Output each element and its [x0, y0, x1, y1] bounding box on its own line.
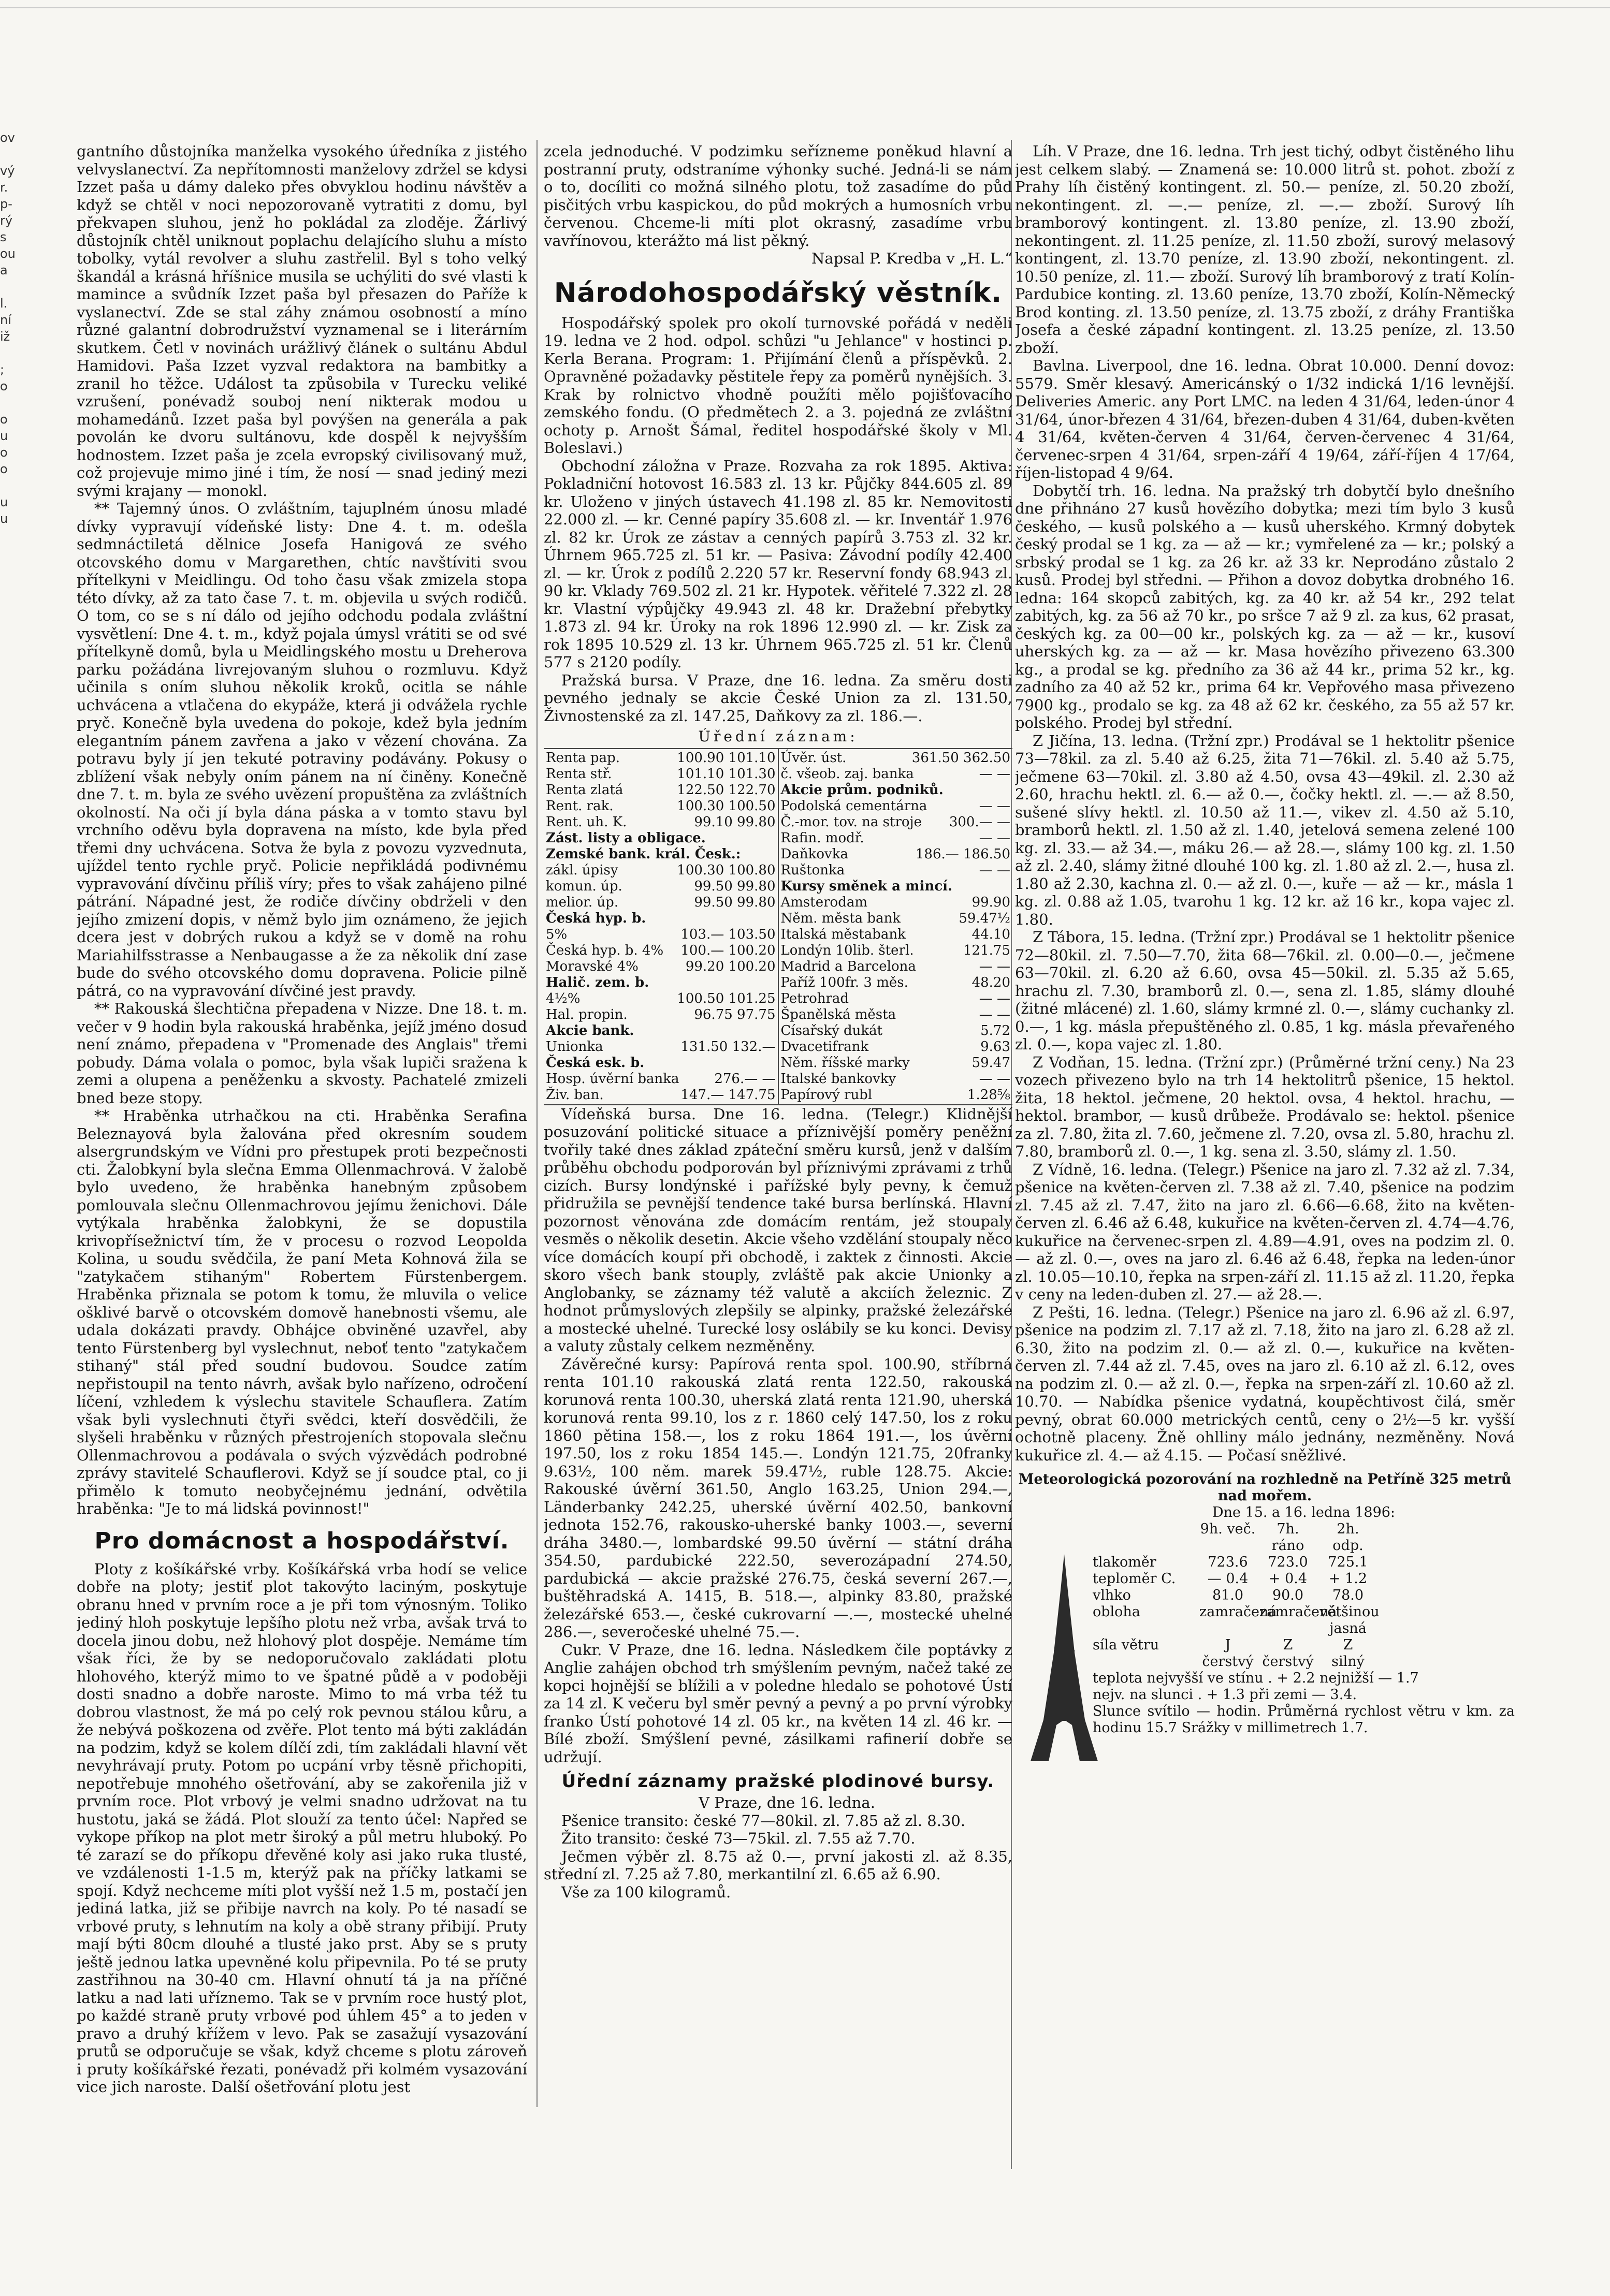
weather-cell: + 0.4	[1268, 1571, 1308, 1587]
weather-cell: tlakoměr	[1093, 1554, 1156, 1570]
article-paragraph: Pšenice transito: české 77—80kil. zl. 7.85 až zl. 8.30.	[561, 1811, 966, 1830]
quote-label: Španělská města	[780, 1006, 896, 1022]
quote-row	[546, 911, 776, 927]
quote-row	[546, 975, 776, 991]
quote-value: 48.20	[971, 974, 1010, 990]
weather-cell: 90.0	[1272, 1587, 1304, 1603]
quote-label: Podolská cementárna	[780, 798, 927, 814]
article-paragraph: Žito transito: české 73—75kil. zl. 7.55 až 7.70.	[561, 1830, 916, 1847]
weather-cell-spacer	[1380, 1521, 1515, 1554]
article-paragraph: Z Vídně, 16. ledna. (Telegr.) Pšenice na jaro zl. 7.32 až zl. 7.34, pšenice na květen-červen zl. 7.38 až zl. 7.40, pšenice na podzim zl. 7.45 až zl. 7.47, žito na jaro zl. 6.66—6.68, žito na květen-červen zl. 6.46 až 6.48, kukuřice na květen-červen zl. 4.74—4.76, kukuřice na červenec-srpen zl. 4.89—4.91, oves na podzim zl. 0.— až zl. 0.—, oves na jaro zl. 6.46 až 6.48, řepka na leden-únor zl. 10.05—10.10, řepka na srpen-září zl. 11.15 až zl. 11.20, řepka v ceny na leden-duben zl. 27.— až 28.—.	[1015, 1160, 1515, 1303]
article-paragraph: Vídeňská bursa. Dne 16. ledna. (Telegr.) Klidnější posuzování politické situace a příznivější poměry peněžní tvořily také dnes základ zpáteční směru kursů, jenž v dalším průběhu obchodu podporován byl příznivými zprávami z trhů cizích. Bursy londýnské i pařížské byly pevny, k čemuž přidružila se pevnější tendence také bursa berlínská. Hlavní pozornost věnována zde domácím rentám, jež stoupaly vesměs o několik desetin. Akcie všeho vzdělání stoupaly něco více domácích koupí při obchodě, i zaktek z činnosti. Akcie skoro všech bank stouply, zvláště pak akcie Unionky a Anglobanky, se záznamy též valutě a akciích železnic. Z hodnot průmyslových zlepšily se alpinky, pražské železářské a mostecké uhelné. Turecké losy oslábily se ku konci. Devisy a valuty zůstaly celkem nezměněny.	[544, 1105, 1012, 1355]
quote-label: zákl. úpisy	[546, 862, 618, 878]
weather-cell-spacer	[1380, 1604, 1515, 1637]
quote-label: 5%	[546, 926, 568, 942]
section-heading: Národohospodářský věstník.	[554, 277, 1003, 309]
weather-report	[1015, 1471, 1515, 1736]
quote-label: Kursy směnek a mincí.	[780, 878, 953, 894]
weather-header-cell: 2h. odp.	[1332, 1521, 1364, 1554]
quote-label: Renta stř.	[546, 766, 612, 782]
weather-extra-line: nejv. na slunci . + 1.3 při zemi — 3.4.	[1093, 1687, 1357, 1703]
article-paragraph: Cukr. V Praze, dne 16. ledna. Následkem čile poptávky z Anglie zahájen obchod trh smýšlením pevným, načež také ze kopci hojnější se blížili a v poledne hledalo se pohotové Ústí za 14 zl. K večeru byl směr pevný a pevný a po první výrobky franko Ústí pohotové 14 zl. 05 kr., na květen 14 zl. 46 kr. — Bílé zboží. Smýšlení pevné, zásilkami rafinerií dobře se udržují.	[544, 1641, 1012, 1766]
fold-letter: ;	[0, 362, 5, 377]
quote-value: — —	[979, 766, 1010, 782]
weather-cell: 723.6	[1208, 1554, 1248, 1570]
quote-row	[546, 1023, 776, 1039]
fold-letter: p-	[0, 197, 12, 211]
quote-value: — —	[979, 862, 1010, 878]
quote-row	[546, 766, 776, 782]
quote-row	[546, 1071, 776, 1087]
quote-label: Halič. zem. b.	[546, 974, 649, 990]
weather-cell: vlhko	[1093, 1587, 1131, 1603]
quote-label: Moravské 4%	[546, 958, 639, 974]
weather-cell: 725.1	[1328, 1554, 1368, 1570]
fold-letter: o	[0, 462, 8, 476]
article-paragraph: Z Tábora, 15. ledna. (Tržní zpr.) Prodával se 1 hektolitr pšenice 72—80kil. zl. 7.50—7.70, žita 68—76kil. zl. 0.00—0.—, ječmene 63—70kil. zl. 6.20 až 6.60, ovsa 45—50kil. zl. 5.35 až 5.65, hrachu zl. 7.30, bramborů zl. 0.—, sena zl. 1.85, slámy dlouhé (žitné mlácené) zl. 1.60, slámy krmné zl. 0.—, slámy cuchanky zl. 0.—, 1 kg. másla přepuštěného zl. 0.85, 1 kg. másla převařeného zl. 0.—, kopa vajec zl. 1.80.	[1015, 928, 1515, 1053]
quote-value: 99.50 99.80	[694, 878, 776, 894]
quote-table-title: Úřední záznam:	[698, 728, 858, 745]
quote-row	[781, 991, 1011, 1007]
fold-letter: o	[0, 445, 8, 460]
article-paragraph: gantního důstojníka manželka vysokého úředníka z jistého velvyslanectví. Za nepřítomnosti manželovy zdržel se kdysi Izzet paša u dámy daleko přes obvyklou hodinu návštěv a když se chtěl v noci nepozorovaně vytratiti z domu, byl překvapen sluhou, jenž ho pokládal za zloděje. Žárlivý důstojník chtěl uniknout poplachu delajícího sluhu a místo tobolky, vytál revolver a sluhu zastřelil. Byl s toho velký škandál a krásná hříšnice musila se uchýliti do své vlasti k mamince a svůdník Izzet paša byl přesazen do Paříže k vyslanectví. Zde se stal záhy známou osobností a míno různé galantní dobrodružství vyznamenal se i literárním skutkem. Četl v novinách urážlivý článek o sultánu Abdul Hamidovi. Paša Izzet vyzval redaktora na bambitky a zranil ho těžce. Událost ta způsobila v Turecku veliké vzrušení, ponévadž souboj není nikterak modou u mohamedánů. Izzet paša byl povýšen na generála a pak povolán ke dvoru sultánovu, kde dospěl k nejvyšším hodnostem. Izzet paša je zcela evropský civilisovaný muž, což projevuje mimo jiné i tím, že nosí — snad jediný mezi svými krajany — monokl.	[77, 142, 527, 500]
quote-value: 147.— 147.75	[680, 1087, 776, 1103]
fold-letter	[0, 146, 16, 163]
quote-label: Rafin. modř.	[780, 830, 864, 846]
quote-label: melior. úp.	[546, 894, 619, 910]
weather-cell: zamračená	[1259, 1604, 1337, 1620]
quote-value: 361.50 362.50	[911, 750, 1010, 766]
weather-cell: většinou jasná	[1319, 1604, 1380, 1636]
quote-label: Rent. rak.	[546, 798, 614, 814]
article-paragraph: Líh. V Praze, dne 16. ledna. Trh jest tichý, odbyt čistěného lihu jest celkem slabý. — Znamená se: 10.000 litrů st. pohot. zboží z Prahy líh čistěný kontingent. zl. 50.— peníze, zl. 50.20 zboží, nekontingent. zl. —.— peníze, zl. —.— zboží. Surový líh bramborový kontingent. zl. 13.80 peníze, zl. 13.90 zboží, nekontingent. zl. 11.25 peníze, zl. 11.50 zboží, surový melasový kontingent, zl. 13.70 peníze, zl. 13.90 zboží, nekontingent. zl. 10.50 peníze, zl. 11.— zboží. Surový líh bramborový z tratí Kolín-Pardubice konting. zl. 13.60 peníze, 13.70 zboží, Kolín-Německý Brod konting. zl. 13.50 peníze, zl. 13.75 zboží, z dráhy Františka Josefa a české západní kontingent. zl. 13.25 peníze, zl. 13.50 zboží.	[1015, 142, 1515, 357]
quote-value: 103.— 103.50	[680, 926, 776, 942]
quote-row	[546, 927, 776, 943]
quote-table-left	[544, 749, 778, 1104]
quote-row	[781, 895, 1011, 911]
weather-extra-line: teplota nejvyšší ve stínu . + 2.2 nejnižší — 1.7	[1093, 1670, 1419, 1686]
quote-row	[781, 862, 1011, 879]
fold-letter: s	[0, 230, 7, 244]
fold-letter	[0, 345, 16, 361]
quote-row	[546, 879, 776, 895]
quote-label: Zást. listy a obligace.	[546, 830, 706, 846]
weather-date: Dne 15. a 16. ledna 1896:	[1212, 1504, 1396, 1520]
fold-letter	[0, 394, 16, 411]
article-paragraph: ** Rakouská šlechtična přepadena v Nizze. Dne 18. t. m. večer v 9 hodin byla rakouská hraběnka, jejíž jméno dosud není známo, přepadena v "Promenade des Anglais" třemi pobudy. Dáma volala o pomoc, byla však lupiči sražena k zemi a olupena a peněženku a skvosty. Pachatelé zmizeli bned beze stopy.	[77, 1000, 527, 1107]
quote-value: 99.10 99.80	[694, 814, 776, 830]
quote-row	[781, 798, 1011, 814]
quote-value: 122.50 122.70	[677, 782, 776, 798]
quote-row	[546, 1055, 776, 1071]
section-heading: Úřední záznamy pražské plodinové bursy.	[561, 1771, 995, 1792]
section-heading: Pro domácnost a hospodářství.	[94, 1527, 510, 1554]
quote-label: Dvacetifrank	[780, 1039, 869, 1055]
weather-header-cell: 9h. več.	[1200, 1521, 1256, 1537]
quote-label: 4½%	[546, 990, 581, 1006]
quote-row	[546, 1039, 776, 1055]
quote-row	[546, 782, 776, 798]
quote-label: Akcie bank.	[546, 1022, 634, 1039]
article-paragraph: Dobytčí trh. 16. ledna. Na pražský trh dobytčí bylo dnešního dne přihnáno 27 kusů hovězího dobytka; mezi tím bylo 3 kusů českého, — kusů polského a — kusů uherského. Krmný dobytek český prodal se 1 kg. za — až — kr.; vymřelené za — kr.; polský a srbský prodal se 1 kg. za 26 kr. až 33 kr. Neprodáno zůstalo 2 kusů. Prodej byl středni. — Přihon a dovoz dobytka drobného 16. ledna: 164 skopců zabitých, kg. za 40 kr. až 54 kr., 292 telat zabitých, kg. za 56 až 70 kr., po sršce 7 až 9 zl. za kus, 62 prasat, českých kg. za 00—00 kr., polských kg. za — až — kr., kusoví uherských kg. za — až — kr. Masa hovězího přivezeno 63.300 kg., a prodal se kg. předního za 36 až 44 kr., prima 52 kr., kg. zadního za 40 až 52 kr., prima 64 kr. Vepřového masa přivezeno 7900 kg., prodalo se kg. za 48 až 62 kr. českého, za 55 až 57 kr. polského. Prodej byl střední.	[1015, 481, 1515, 732]
quote-value: 101.10 101.30	[677, 766, 776, 782]
quote-table-right	[778, 749, 1013, 1104]
quote-value: 59.47½	[959, 910, 1010, 926]
article-paragraph: ** Hraběnka utrhačkou na cti. Hraběnka Serafina Beleznayová byla žalována před okresním soudem alsergrundským ve Vídni pro přestupek proti bezpečnosti cti. Žalobkyní byla slečna Emma Ollenmachrová. V žalobě bylo uvedeno, že hraběnka hanebným způsobem pomlouvala slečnu Ollenmachrovou jejímu ženichovi. Dále vytýkala hraběnka žalobkyni, že se dopustila krivopřísežnictví tím, že v procesu o rozvod Leopolda Kolina, u soudu svědčila, že paní Meta Kohnová žila se "zatykačem stihaným" Robertem Fürstenbergem. Hraběnka přiznala se potom k tomu, že mluvila o velice ošklivé barvě o otcovském domově hanebnosti všemu, ale udala dokázati pravdy. Obhájce obviněné uzavřel, aby tento Fürstenberg byl vyslechnut, neboť tento "zatykačem stihaný" stál před soudní budovou. Soudce zatím nepřistoupil na tento návrh, avšak bylo nařízeno, odročení líčení, vzhledem k výslechu stavitele Schauflera. Zatím však byli vyslechnuti čtyři svědci, kteří dosvědčili, že slyšeli hraběnku v různých přestrojeních stopovala slečnu Ollenmachrovou a podávala o svých výzvědách podrobné zprávy stavitelé Schauflerovi. Když se jí soudce ptal, co ji přimělo k tomuto neobyčejnému jednání, odvětila hraběnka: "Je to má lidská povinnost!"	[77, 1107, 527, 1517]
quote-label: Císařský dukát	[780, 1022, 883, 1039]
fold-letter: ov	[0, 130, 15, 145]
quote-label: Česká esk. b.	[546, 1055, 645, 1071]
quote-row	[781, 927, 1011, 943]
column-1	[77, 142, 527, 2172]
article-paragraph: Hospodářský spolek pro okolí turnovské pořádá v neděli 19. ledna ve 2 hod. odpol. schůzi "u Jehlance" v hostinci p. Kerla Berana. Program: 1. Přijímání členů a příspěvků. 2. Opravněné požadavky pěstitele řepy za poměrů nynějších. 3. Krak by rolnictvo vhodně použíti mělo pojišťovacího zemského fondu. (O předmětech 2. a 3. pojedná ze zvláštní ochoty p. Arnošt Šámal, ředitel hospodářské školy v Ml. Boleslavi.)	[544, 314, 1012, 457]
article-paragraph: ** Tajemný únos. O zvláštním, tajuplném únosu mladé dívky vypravují vídeňské listy: Dne 4. t. m. odešla sedmnáctiletá dělnice Josefa Hanigová ze svého otcovského domu v Margarethen, chtíc navštíviti svou přítelkyni v Meidlingu. Od toho času však zmizela stopa této dívky, až za tato čase 7. t. m. objevila u svých rodičů. O tom, co se s ní dálo od jejího odchodu podala zvláštní vysvětlení: Dne 4. t. m., když pojala úmysl vrátiti se od své přítelkyně domů, byla u Meidlingského mostu u Dreherova parku požádána livrejovaným sluhou o rozmluvu. Když učinila s oním sluhou několik kroků, ocitla se náhle uchvácena a vtlačena do ekypáže, která ji odvážela rychle pryč. Konečně byla uvedena do pokoje, kdež byla jedním elegantním pánem zavřena a jako v vězení chována. Za potravu byly jí jen tekuté potraviny podávány. Pokusy o zblížení však nebyly oním pánem na ní činěny. Konečně dne 7. t. m. byla ze svého uvězení propuštěna za zvláštních okolností. Na oči jí byla dána páska a v tomto stavu byl vrchního oděvu byla dopravena na místo, kde byla před třemi dny uchvácena. Sotva že byla z povozu vyzvednuta, ujíždel tento rychle pryč. Policie nepřikládá podivnému vypravování dívčinu příliš víry; přes to však zahájeno pilné pátrání. Nápadné jest, že rodiče dívčiny obdrželi v den jejího zmizení dopis, v němž bylo jim oznámeno, že jejich dcera jest v dobrých rukou a když se v domě na rohu Mariahilfsstrasse a Nenbaugasse a že za několik dní zase bude do svého otcovského domu dopravena. Policie pilně pátrá, co na vypravování dívčiné jest pravdy.	[77, 500, 527, 1000]
quote-value: 100.50 101.25	[677, 990, 776, 1006]
weather-cell: Z	[1343, 1637, 1353, 1653]
quote-row	[781, 750, 1011, 766]
quote-value: — —	[979, 1071, 1010, 1087]
weather-extra	[1093, 1670, 1515, 1736]
quote-row	[546, 1007, 776, 1023]
quote-row	[781, 943, 1011, 959]
page-top-edge	[0, 0, 1610, 8]
quote-label: Česká hyp. b.	[546, 910, 646, 926]
quote-value: 99.50 99.80	[694, 894, 776, 910]
weather-cell: obloha	[1093, 1604, 1140, 1620]
weather-title: Meteorologická pozorování na rozhledně na Petříně 325 metrů nad mořem.	[1018, 1471, 1512, 1504]
quote-label: Madrid a Barcelona	[780, 958, 916, 974]
weather-cell: J	[1225, 1637, 1231, 1653]
quote-row	[546, 750, 776, 766]
quote-row	[781, 879, 1011, 895]
weather-cell: zamračená	[1199, 1604, 1277, 1620]
quote-value: 100.30 100.80	[677, 862, 776, 878]
quote-row	[781, 1007, 1011, 1023]
weather-cell: síla větru	[1093, 1637, 1159, 1653]
quote-row	[546, 943, 776, 959]
weather-cell: — 0.4	[1207, 1571, 1249, 1587]
quote-label: Unionka	[546, 1039, 603, 1055]
quote-value: 44.10	[971, 926, 1010, 942]
fold-letter: rý	[0, 213, 13, 228]
quote-row	[781, 782, 1011, 798]
weather-cell: + 1.2	[1328, 1571, 1368, 1587]
article-paragraph: Vše za 100 kilogramů.	[561, 1883, 731, 1901]
weather-cell: 78.0	[1332, 1587, 1364, 1603]
fold-letter	[0, 279, 16, 295]
weather-cell	[1093, 1654, 1196, 1670]
quote-value: 99.20 100.20	[685, 958, 776, 974]
quote-value: 100.90 101.10	[677, 750, 776, 766]
quote-row	[546, 1087, 776, 1103]
quote-label: Petrohrad	[780, 990, 849, 1006]
quote-value: 121.75	[963, 942, 1010, 958]
quote-row	[781, 959, 1011, 975]
quote-row	[781, 846, 1011, 862]
quote-row	[546, 798, 776, 814]
quote-label: č. všeob. zaj. banka	[780, 766, 914, 782]
quote-label: Amsterodam	[780, 894, 867, 910]
article-paragraph: Bavlna. Liverpool, dne 16. ledna. Obrat 10.000. Denní dovoz: 5579. Směr klesavý. Americánský o 1/32 indická 1/16 levnější. Deliveries Americ. any Port LMC. na leden 4 31/64, leden-únor 4 31/64, únor-březen 4 31/64, březen-duben 4 31/64, duben-květen 4 31/64, květen-červen 4 31/64, červen-červenec 4 31/64, červenec-srpen 4 31/64, srpen-září 4 19/64, září-říjen 4 17/64, říjen-listopad 4 9/64.	[1015, 357, 1515, 481]
article-paragraph: Pražská bursa. V Praze, dne 16. ledna. Za směru dosti pevného jednaly se akcie České Union za zl. 131.50, Živnostenské za zl. 147.25, Daňkovy za zl. 186.—.	[544, 671, 1012, 725]
weather-cell-spacer	[1380, 1587, 1515, 1604]
quote-label: Hal. propin.	[546, 1006, 628, 1022]
quote-label: Daňkovka	[780, 846, 848, 862]
quote-label: Akcie prům. podniků.	[780, 782, 944, 798]
quote-row	[781, 814, 1011, 830]
column-3	[1015, 142, 1515, 2198]
weather-cell-spacer	[1380, 1637, 1515, 1654]
weather-cell: čerstvý	[1202, 1654, 1254, 1670]
weather-cell-spacer	[1380, 1654, 1515, 1670]
weather-table	[1093, 1521, 1515, 1670]
fold-letter: u	[0, 429, 8, 443]
quote-label: Italská městabank	[780, 926, 906, 942]
quote-row	[546, 895, 776, 911]
quote-label: Rent. uh. K.	[546, 814, 627, 830]
fold-letter: a	[0, 263, 8, 277]
quote-row	[781, 1055, 1011, 1071]
fold-letter: ní	[0, 313, 11, 327]
quote-value: 100.30 100.50	[677, 798, 776, 814]
fold-letter: r.	[0, 180, 8, 195]
quote-row	[546, 830, 776, 846]
quote-label: Něm. města bank	[780, 910, 901, 926]
fold-letter	[0, 477, 16, 494]
quote-value: — —	[979, 798, 1010, 814]
article-paragraph: Závěrečné kursy: Papírová renta spol. 100.90, stříbrná renta 101.10 rakouská zlatá renta 122.50, rakouská korunová renta 100.30, uherská zlatá renta 121.90, uherská korunová renta 99.10, los z r. 1860 celý 147.50, los z roku 1860 pětina 158.—, los z roku 1864 191.—, los úvěrní 197.50, los z roku 1854 145.—. Londýn 121.75, 20franky 9.63½, 100 něm. marek 59.47½, ruble 128.75. Akcie: Rakouské úvěrní 361.50, Anglo 163.25, Union 294.—, Länderbanky 242.25, uherské úvěrní 402.50, bankovní jednota 152.76, rakousko-uherské banky 1003.—, severní dráha 3480.—, lombardské 99.50 úvěrní — státní dráha 354.50, pardubické 222.50, severozápadní 274.50, pardubická — akcie pražské 276.75, česká severní 267.—, buštěhradská A. 1415, B. 518.—, alpinky 83.80, pražské železářské 653.—, české cukrovarní —.—, mostecké uhelné 286.—, severočeské uhelné 75.—.	[544, 1355, 1012, 1641]
quote-label: Česká hyp. b. 4%	[546, 942, 664, 958]
weather-cell: silný	[1331, 1654, 1365, 1670]
weather-cell: 723.0	[1268, 1554, 1308, 1570]
quote-label: Hosp. úvěrní banka	[546, 1071, 679, 1087]
quote-value: 100.— 100.20	[680, 942, 776, 958]
quote-value: 186.— 186.50	[915, 846, 1010, 862]
quote-value: — —	[979, 958, 1010, 974]
quote-label: Renta zlatá	[546, 782, 623, 798]
fold-letter: o	[0, 379, 8, 393]
quote-label: Úvěr. úst.	[780, 750, 847, 766]
quote-label: Papírový rubl	[780, 1087, 873, 1103]
quote-table	[544, 748, 1012, 1105]
petrin-tower-illustration	[1025, 1549, 1103, 1766]
quote-label: Zemské bank. král. Česk.:	[546, 846, 741, 862]
quote-value: 131.50 132.—	[680, 1039, 776, 1055]
quote-label: Ruštonka	[780, 862, 845, 878]
quote-row	[781, 1087, 1011, 1103]
quote-value: 99.90	[971, 894, 1010, 910]
quote-value: — —	[979, 1006, 1010, 1022]
quote-value: 59.47	[971, 1055, 1010, 1071]
quote-label: komun. úp.	[546, 878, 622, 894]
column-rule	[536, 140, 538, 2107]
quote-row	[781, 1071, 1011, 1087]
article-paragraph: Obchodní záložna v Praze. Rozvaha za rok 1895. Aktiva: Pokladniční hotovost 16.583 zl. 13 kr. Půjčky 844.605 zl. 89 kr. Uloženo v jiných ústavech 41.198 zl. 85 kr. Nemovitosti 22.000 zl. — kr. Cenné papíry 35.608 zl. — kr. Inventář 1.976 zl. 82 kr. Úrok ze zástav a cenných papírů 3.753 zl. 32 kr. Úhrnem 965.725 zl. 51 kr. — Pasiva: Závodní podíly 42.400 zl. — kr. Úrok z podílů 2.220 57 kr. Reservní fondy 68.943 zl. 90 kr. Vklady 769.502 zl. 21 kr. Hypotek. věřitelé 7.322 zl. 28 kr. Vlastní výpůjčky 49.943 zl. 48 kr. Dražební přebytky 1.873 zl. 94 kr. Úroky na rok 1896 12.990 zl. — kr. Zisk za rok 1895 10.529 zl. 13 kr. Úhrnem 965.725 zl. 51 kr. Členů 577 s 2120 podíly.	[544, 457, 1012, 671]
quote-value: 9.63	[980, 1039, 1010, 1055]
article-paragraph: Z Vodňan, 15. ledna. (Tržní zpr.) (Průměrné tržní ceny.) Na 23 vozech přivezeno bylo na trh 14 hektolitrů pšenice, 15 hektol. žita, 18 hektol. ječmene, 20 hektol. ovsa, 4 hektol. hrachu, — hektol. brambor, — kusů drůbeže. Prodávalo se: hektol. pšenice za zl. 7.80, žita zl. 7.60, ječmene zl. 7.20, ovsa zl. 5.80, hrachu zl. 7.80, bramborů zl. 0.—, 1 kg. sena zl. 3.50, slámy zl. 1.50.	[1015, 1053, 1515, 1160]
quote-value: 300.— —	[949, 814, 1010, 830]
fold-letter: u	[0, 511, 8, 526]
quote-row	[546, 991, 776, 1007]
article-paragraph: Z Jičína, 13. ledna. (Tržní zpr.) Prodával se 1 hektolitr pšenice 73—78kil. za zl. 5.40 až 6.25, žita 71—76kil. zl. 5.40 až 5.75, ječmene 63—70kil. zl. 3.80 až 4.50, ovsa 43—49kil. zl. 2.30 až 2.60, hrachu hektl. zl. 6.— až 0.—, čočky hektl. zl. —.— až 8.50, sušené slívy hektl. zl. 10.50 až 11.—, vikev zl. 4.50 až 5.10, bramborů hektl. zl. 1.50 až zl. 1.40, jetelová semena zelené 100 kg. zl. 33.— až 34.—, máku 26.— až 28.—, slámy 100 kg. zl. 1.50 až zl. 2.40, slámy žitné dlouhé 100 kg. zl. 1.80 až zl. 2.—, husa zl. 1.80 až 2.30, kachna zl. 0.— až zl. 0.—, kuře — až — kr., másla 1 kg. zl. 0.88 až 1.05, tvarohu 1 kg. 12 kr. až 16 kr., kopa vajec zl. 1.80.	[1015, 732, 1515, 928]
quote-value: 96.75 97.75	[694, 1006, 776, 1022]
quote-value: 276.— —	[714, 1071, 776, 1087]
article-paragraph: V Praze, dne 16. ledna.	[699, 1794, 875, 1811]
column-2	[544, 142, 1012, 2110]
fold-letter: l.	[0, 296, 8, 311]
quote-row	[781, 1039, 1011, 1055]
quote-label: Renta pap.	[546, 750, 620, 766]
quote-label: Londýn 10lib. šterl.	[780, 942, 914, 958]
article-paragraph: zcela jednoduché. V podzimku seřízneme poněkud hlavní a postranní pruty, odstraníme výhonky suché. Jedná-li se nám o to, docíliti co možná silného plotu, tož zasadíme do půd pisčitých vrbu kaspickou, do půd mokrých a humosních vrbu červenou. Chceme-li míti plot okrasný, zasadíme vrbu vavřínovou, kterážto má list pěkný.	[544, 142, 1012, 250]
quote-row	[546, 814, 776, 830]
weather-cell: teploměr C.	[1093, 1571, 1176, 1587]
fold-letter: vý	[0, 164, 15, 178]
article-paragraph: Ječmen výběr zl. 8.75 až 0.—, první jakosti zl. až 8.35, střední zl. 7.25 až 7.80, merkantilní zl. 6.65 až 6.90.	[544, 1847, 1012, 1883]
article-paragraph: Ploty z košíkářské vrby. Košíkářská vrba hodí se velice dobře na ploty; jestiť plot takovýto laciným, poskytuje obranu hned v prvním roce a je při tom výnosným. Toliko jediný hloh poskytuje lepšího plotu než vrba, avšak trvá to docela jinou dobu, než hlohový plot dospěje. Nemáme tím však říci, že by se nedoporučovalo zakládati plotu hlohového, kterýž mimo to ve špatné půdě a v podoběji dosti snadno a dobře naroste. Mimo to má vrba též tu dobrou vlastnost, že má po celý rok pevnou stálou kůru, a že nebývá poškozena od zvěře. Plot tento má býti zakládán na podzim, když se kolem dílčí zdi, tím zakládali hlavní vět nevyhrávají pruty. Potom po ucpání vrby těsně přichopiti, nepotřebuje mnohého ošetřování, aby se zakořenila již v prvním roce. Plot vrbový je velmi snadno udržovat na tu hustotu, jaká se žádá. Plot slouží za tento účel: Napřed se vykope příkop na plot metr široký a půl metru hluboký. Po té zarazí se do příkopu dřevěné koly asi jako ruka tlusté, ve vzdálenosti 1-1.5 m, kterýž pak na příčky latkami se spojí. Když nechceme míti plot vyšší než 1.5 m, postačí jen jediná latka, již se přibije navrch na koly. Po té nasadí se vrbové pruty, s lehnutím na koly a obě strany přibijí. Pruty mají býti 80cm dlouhé a tlusté jako prst. Aby se s pruty ještě jednou latka upevněné kolu připevnila. Po té se pruty zastřihnou na 30-40 cm. Hlavní ohnutí tá ja na příčné latku a nad lati uříznemo. Tak se v prvním roce hustý plot, po každé straně pruty vrbové pod úhlem 45° a to jeden v pravo a druhý křížem v levo. Pak se zasažují vysazování prutů se odporučuje se však, když chceme s plotu zároveň i pruty košíkářské řezati, ponévadž při kolmém vysazování vice jich naroste. Další ošetřování plotu jest	[77, 1560, 527, 2096]
quote-label: Paříž 100fr. 3 měs.	[780, 974, 908, 990]
weather-header-cell	[1093, 1521, 1196, 1554]
weather-cell: čerstvý	[1262, 1654, 1314, 1670]
quote-label: Č.-mor. tov. na stroje	[780, 814, 922, 830]
article-paragraph: Z Pešti, 16. ledna. (Telegr.) Pšenice na jaro zl. 6.96 až zl. 6.97, pšenice na podzim zl. 7.17 až zl. 7.18, žito na jaro zl. 6.28 až zl. 6.30, žito na podzim zl. 0.— až zl. 0.—, kukuřice na květen-červen zl. 7.44 až zl. 7.45, oves na jaro zl. 6.10 až zl. 6.12, oves na podzim zl. 0.— až zl. 0.—, řepka na srpen-září zl. 10.60 až zl. 10.70. — Nabídka pšenice vydatná, koupěchtivost čilá, směr pevný, obrat 60.000 metrických centů, ceny o 2½—5 kr. vyšší ochotně placeny. Žně ohlliny málo jednány, nezměněny. Nová kukuřice zl. 4.— až 4.15. — Počasí sněžlivé.	[1015, 1303, 1515, 1464]
quote-row	[781, 766, 1011, 782]
weather-cell: 81.0	[1212, 1587, 1244, 1603]
weather-extra-line: Slunce svítilo — hodin. Průměrná rychlost větru v km. za hodinu 15.7 Srážky v millimetrech 1.7.	[1093, 1703, 1515, 1736]
quote-label: Něm. říšské marky	[780, 1055, 910, 1071]
quote-row	[546, 862, 776, 879]
fold-letter: iž	[0, 329, 10, 344]
left-fold-letters	[0, 129, 16, 533]
quote-label: Živ. ban.	[546, 1087, 604, 1103]
quote-row	[546, 846, 776, 862]
weather-header-cell: 7h. ráno	[1271, 1521, 1304, 1554]
quote-row	[546, 959, 776, 975]
fold-letter: o	[0, 412, 8, 427]
quote-label: Italské bankovky	[780, 1071, 896, 1087]
weather-cell-spacer	[1380, 1554, 1515, 1571]
quote-value: 5.72	[980, 1022, 1010, 1039]
quote-row	[781, 830, 1011, 846]
article-signature: Napsal P. Kredba v „H. L.“	[811, 250, 1012, 267]
quote-row	[781, 911, 1011, 927]
weather-cell-spacer	[1380, 1571, 1515, 1587]
fold-letter: u	[0, 495, 8, 509]
weather-cell: Z	[1283, 1637, 1293, 1653]
quote-value: — —	[979, 830, 1010, 846]
quote-value: — —	[979, 990, 1010, 1006]
quote-row	[781, 975, 1011, 991]
quote-row	[781, 1023, 1011, 1039]
fold-letter: ou	[0, 246, 16, 261]
quote-value: 1.28⅝	[967, 1087, 1010, 1103]
